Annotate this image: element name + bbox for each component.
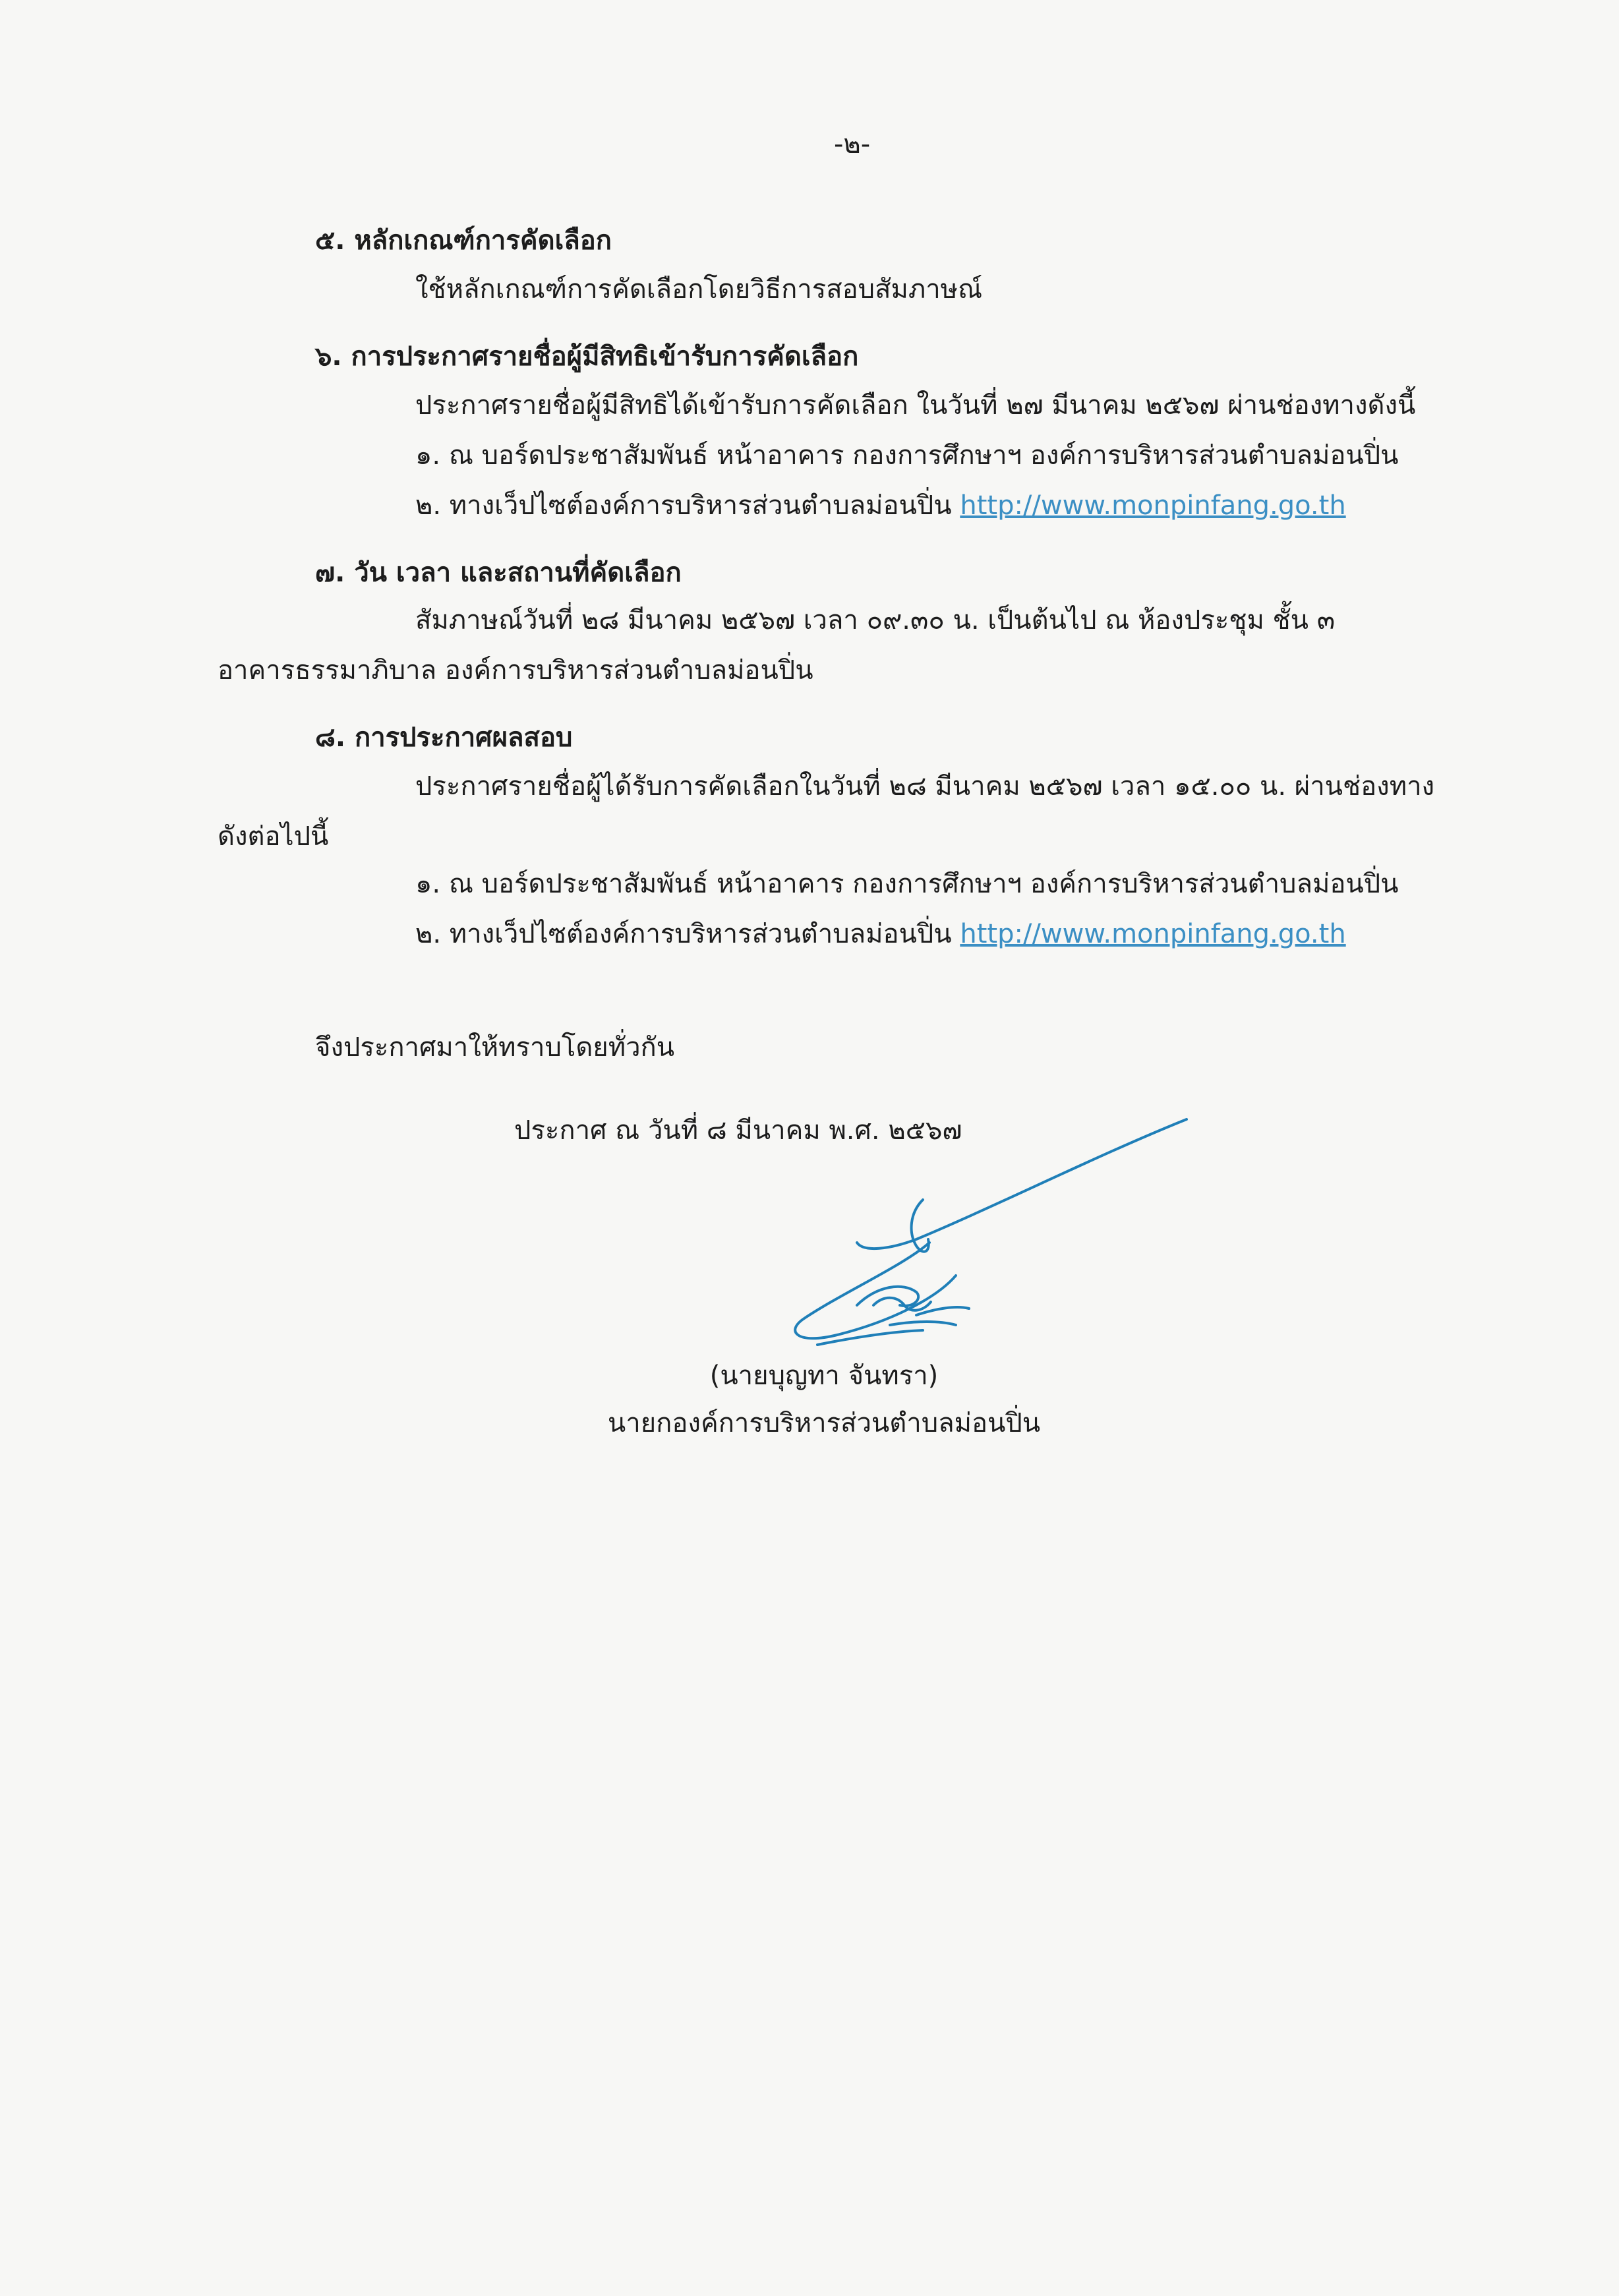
section-6-line-1: ประกาศรายชื่อผู้มีสิทธิได้เข้ารับการคัดเลือก ในวันที่ ๒๗ มีนาคม ๒๕๖๗ ผ่านช่องทางดังนี้ xyxy=(415,390,1416,421)
section-8-heading: ๘. การประกาศผลสอบ xyxy=(315,722,573,753)
signer-name: (นายบุญทา จันทรา) xyxy=(709,1361,939,1391)
section-6-line-2: ๑. ณ บอร์ดประชาสัมพันธ์ หน้าอาคาร กองการศึกษาฯ องค์การบริหารส่วนตำบลม่อนปิ่น xyxy=(415,440,1399,471)
section-8-line-3: ๑. ณ บอร์ดประชาสัมพันธ์ หน้าอาคาร กองการศึกษาฯ องค์การบริหารส่วนตำบลม่อนปิ่น xyxy=(415,869,1399,899)
section-6-line-3 xyxy=(415,486,1346,525)
website-link[interactable]: http://www.monpinfang.go.th xyxy=(960,490,1346,521)
section-5-heading: ๕. หลักเกณฑ์การคัดเลือก xyxy=(315,225,612,256)
section-5-line-1: ใช้หลักเกณฑ์การคัดเลือกโดยวิธีการสอบสัมภาษณ์ xyxy=(415,274,983,305)
section-7-heading: ๗. วัน เวลา และสถานที่คัดเลือก xyxy=(315,558,682,588)
handwritten-signature xyxy=(758,1107,1206,1384)
section-7-line-2: อาคารธรรมาภิบาล องค์การบริหารส่วนตำบลม่อนปิ่น xyxy=(218,655,813,686)
section-8-line-1: ประกาศรายชื่อผู้ได้รับการคัดเลือกในวันที่ ๒๘ มีนาคม ๒๕๖๗ เวลา ๑๕.๐๐ น. ผ่านช่องทาง xyxy=(415,771,1435,802)
section-6-heading: ๖. การประกาศรายชื่อผู้มีสิทธิเข้ารับการคัดเลือก xyxy=(315,341,859,372)
date-line: ประกาศ ณ วันที่ ๘ มีนาคม พ.ศ. ๒๕๖๗ xyxy=(514,1115,962,1146)
signer-title: นายกองค์การบริหารส่วนตำบลม่อนปิ่น xyxy=(607,1408,1041,1438)
section-7-line-1: สัมภาษณ์วันที่ ๒๘ มีนาคม ๒๕๖๗ เวลา ๐๙.๓๐ น. เป็นต้นไป ณ ห้องประชุม ชั้น ๓ xyxy=(415,605,1336,635)
section-8-line-4-text: ๒. ทางเว็ปไซต์องค์การบริหารส่วนตำบลม่อนปิ่น xyxy=(415,919,952,949)
closing-text: จึงประกาศมาให้ทราบโดยทั่วกัน xyxy=(315,1032,675,1063)
section-6-line-3-text: ๒. ทางเว็ปไซต์องค์การบริหารส่วนตำบลม่อนปิ่น xyxy=(415,490,952,521)
website-link-2[interactable]: http://www.monpinfang.go.th xyxy=(960,919,1346,949)
page-number: -๒- xyxy=(834,129,871,160)
section-8-line-4 xyxy=(415,915,1346,953)
section-8-line-2: ดังต่อไปนี้ xyxy=(218,821,329,852)
